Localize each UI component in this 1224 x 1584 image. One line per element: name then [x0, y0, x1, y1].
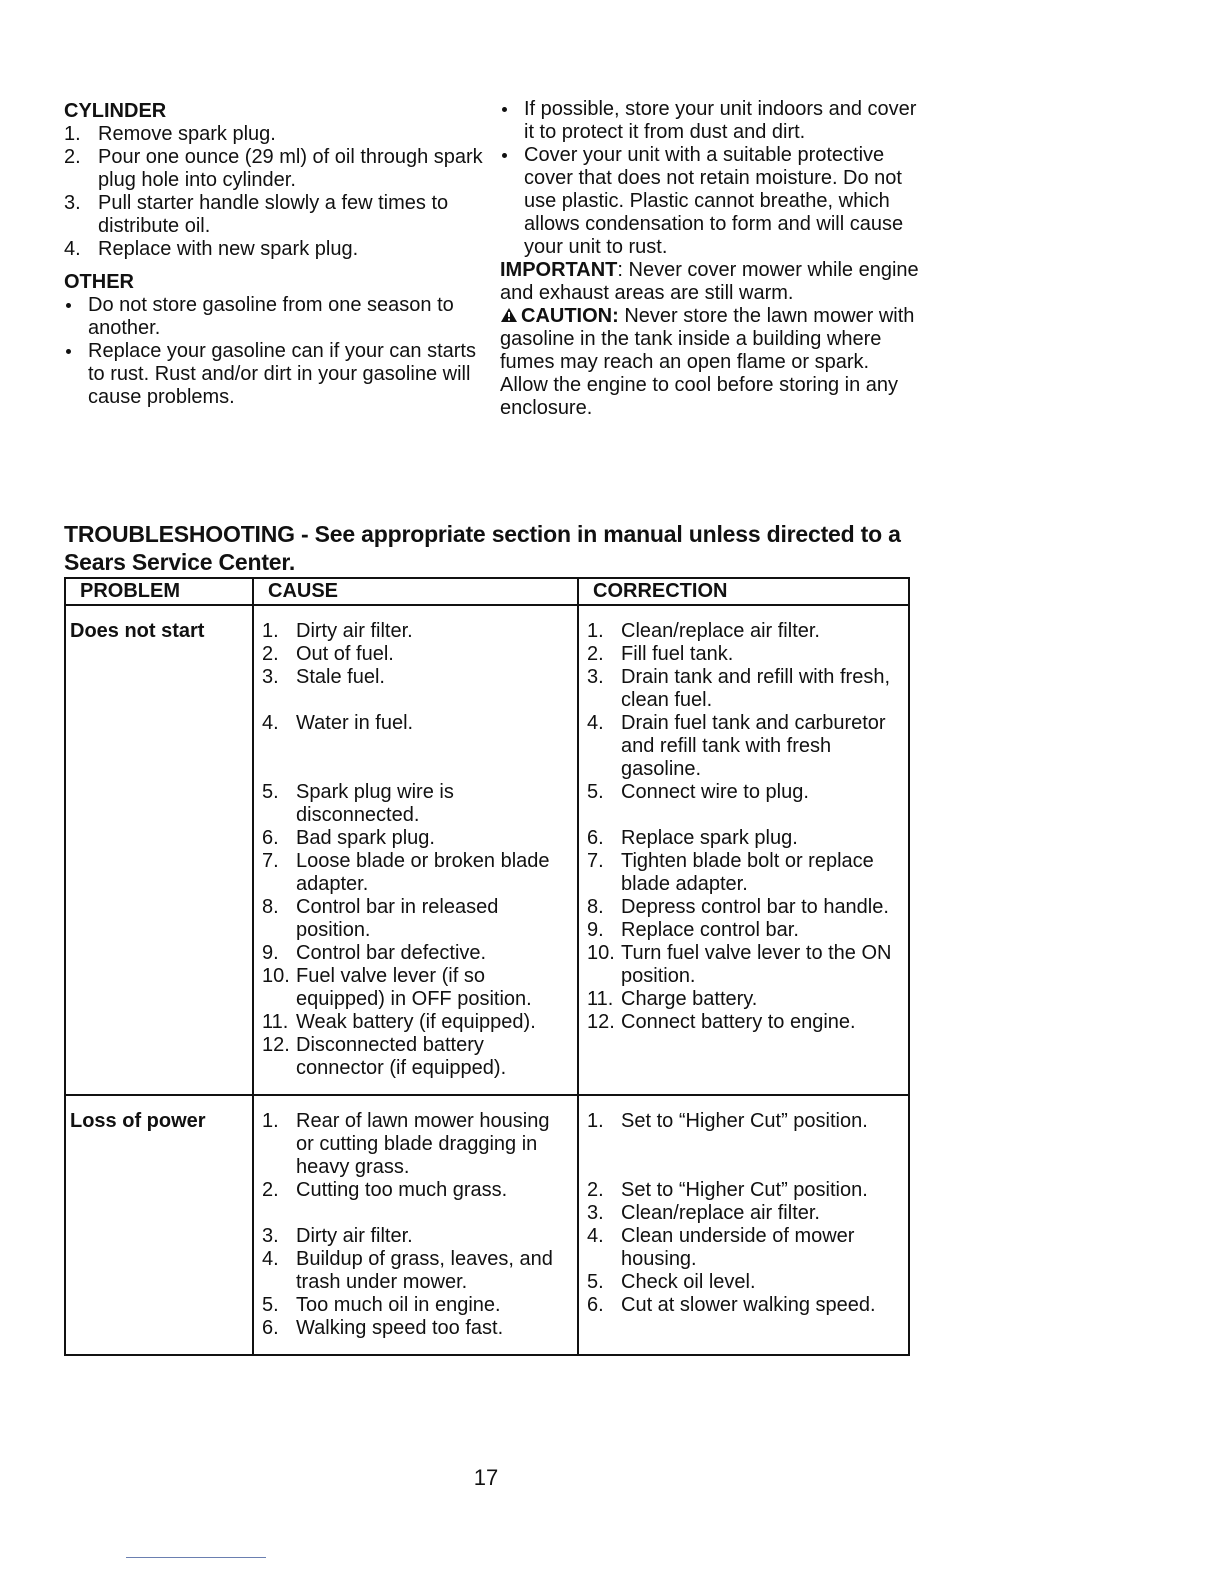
- troubleshooting-title: TROUBLESHOOTING - See appropriate section in manual unless directed to a Sears Service Center.: [64, 521, 901, 575]
- correction-item: 7. Tighten blade bolt or replace blade adapter.: [587, 850, 874, 895]
- table-row: [65, 1095, 909, 1355]
- correction-item: 4. Clean underside of mower housing.: [587, 1225, 855, 1270]
- cause-item: 6. Walking speed too fast.: [262, 1317, 504, 1339]
- correction-cell: [578, 605, 909, 1095]
- cause-item: 4. Water in fuel.: [262, 712, 414, 734]
- correction-item: 5. Check oil level.: [587, 1271, 756, 1293]
- cause-item: 5. Too much oil in engine.: [262, 1294, 501, 1316]
- cause-item: 5. Spark plug wire is disconnected.: [262, 781, 454, 826]
- cause-cell: [253, 605, 578, 1095]
- correction-item: 2. Set to “Higher Cut” position.: [587, 1179, 868, 1201]
- warning-icon: [500, 307, 518, 323]
- cause-item: 2. Out of fuel.: [262, 643, 394, 665]
- correction-item: 8. Depress control bar to handle.: [587, 896, 889, 918]
- list-item: Replace your gasoline can if your can starts to rust. Rust and/or dirt in your gasoline will cause problems.: [64, 340, 484, 409]
- cause-item: 1. Rear of lawn mower housing or cutting blade dragging in heavy grass.: [262, 1110, 550, 1178]
- correction-item: 10. Turn fuel valve lever to the ON position.: [587, 942, 892, 987]
- correction-item: 3. Drain tank and refill with fresh, clean fuel.: [587, 666, 891, 711]
- cause-item: 4. Buildup of grass, leaves, and trash under mower.: [262, 1248, 553, 1293]
- table-header-row: [65, 578, 909, 605]
- list-item: Cover your unit with a suitable protective cover that does not retain moisture. Do not use plastic. Plastic cannot breathe, which allows condensation to form and will cause your unit to rust.: [500, 144, 920, 259]
- troubleshooting-table: [64, 577, 910, 1356]
- cylinder-steps: [64, 123, 484, 261]
- correction-item: 1. Clean/replace air filter.: [587, 620, 820, 642]
- correction-item: 9. Replace control bar.: [587, 919, 799, 941]
- cause-item: 3. Dirty air filter.: [262, 1225, 413, 1247]
- cause-item: 12. Disconnected battery connector (if equipped).: [262, 1034, 507, 1079]
- cause-item: 10. Fuel valve lever (if so equipped) in OFF position.: [262, 965, 532, 1010]
- page-number: 17: [473, 1465, 499, 1490]
- correction-cell: [578, 1095, 909, 1355]
- important-note: IMPORTANT: Never cover mower while engine and exhaust areas are still warm.: [500, 259, 919, 304]
- cause-item: 1. Dirty air filter.: [262, 620, 413, 642]
- correction-item: 1. Set to “Higher Cut” position.: [587, 1110, 868, 1132]
- caution-note: CAUTION: Never store the lawn mower with gasoline in the tank inside a building where fumes may reach an open flame or spark. Allow the engine to cool before storing in any enclosure.: [500, 305, 915, 419]
- right-column: [500, 98, 920, 420]
- cause-item: 2. Cutting too much grass.: [262, 1179, 508, 1201]
- cylinder-heading: CYLINDER: [64, 100, 167, 122]
- other-heading: OTHER: [64, 271, 134, 293]
- cause-item: 11. Weak battery (if equipped).: [262, 1011, 536, 1033]
- list-item: Do not store gasoline from one season to another.: [64, 294, 484, 340]
- column-header-correction: CORRECTION: [578, 578, 909, 605]
- footer-divider: [126, 1557, 266, 1558]
- correction-item: 6. Cut at slower walking speed.: [587, 1294, 876, 1316]
- other-bullets: [64, 294, 484, 409]
- storage-bullets: [500, 98, 920, 259]
- list-item: If possible, store your unit indoors and cover it to protect it from dust and dirt.: [500, 98, 920, 144]
- table-row: [65, 605, 909, 1095]
- problem-cell: Loss of power: [65, 1095, 253, 1355]
- list-item: 1. Remove spark plug.: [64, 123, 276, 145]
- column-header-problem: PROBLEM: [65, 578, 253, 605]
- correction-item: 5. Connect wire to plug.: [587, 781, 809, 803]
- cause-item: 8. Control bar in released position.: [262, 896, 499, 941]
- list-item: 3. Pull starter handle slowly a few times to distribute oil.: [64, 192, 449, 237]
- correction-item: 2. Fill fuel tank.: [587, 643, 734, 665]
- cause-item: 3. Stale fuel.: [262, 666, 385, 688]
- cause-cell: [253, 1095, 578, 1355]
- cause-item: 6. Bad spark plug.: [262, 827, 435, 849]
- list-item: 2. Pour one ounce (29 ml) of oil through spark plug hole into cylinder.: [64, 146, 483, 191]
- list-item: 4. Replace with new spark plug.: [64, 238, 359, 260]
- column-header-cause: CAUSE: [253, 578, 578, 605]
- left-column: [64, 98, 484, 409]
- correction-item: 4. Drain fuel tank and carburetor and refill tank with fresh gasoline.: [587, 712, 886, 780]
- cause-item: 9. Control bar defective.: [262, 942, 487, 964]
- problem-cell: Does not start: [65, 605, 253, 1095]
- correction-item: 12. Connect battery to engine.: [587, 1011, 856, 1033]
- correction-item: 6. Replace spark plug.: [587, 827, 798, 849]
- correction-item: 11. Charge battery.: [587, 988, 758, 1010]
- cause-item: 7. Loose blade or broken blade adapter.: [262, 850, 550, 895]
- correction-item: 3. Clean/replace air filter.: [587, 1202, 820, 1224]
